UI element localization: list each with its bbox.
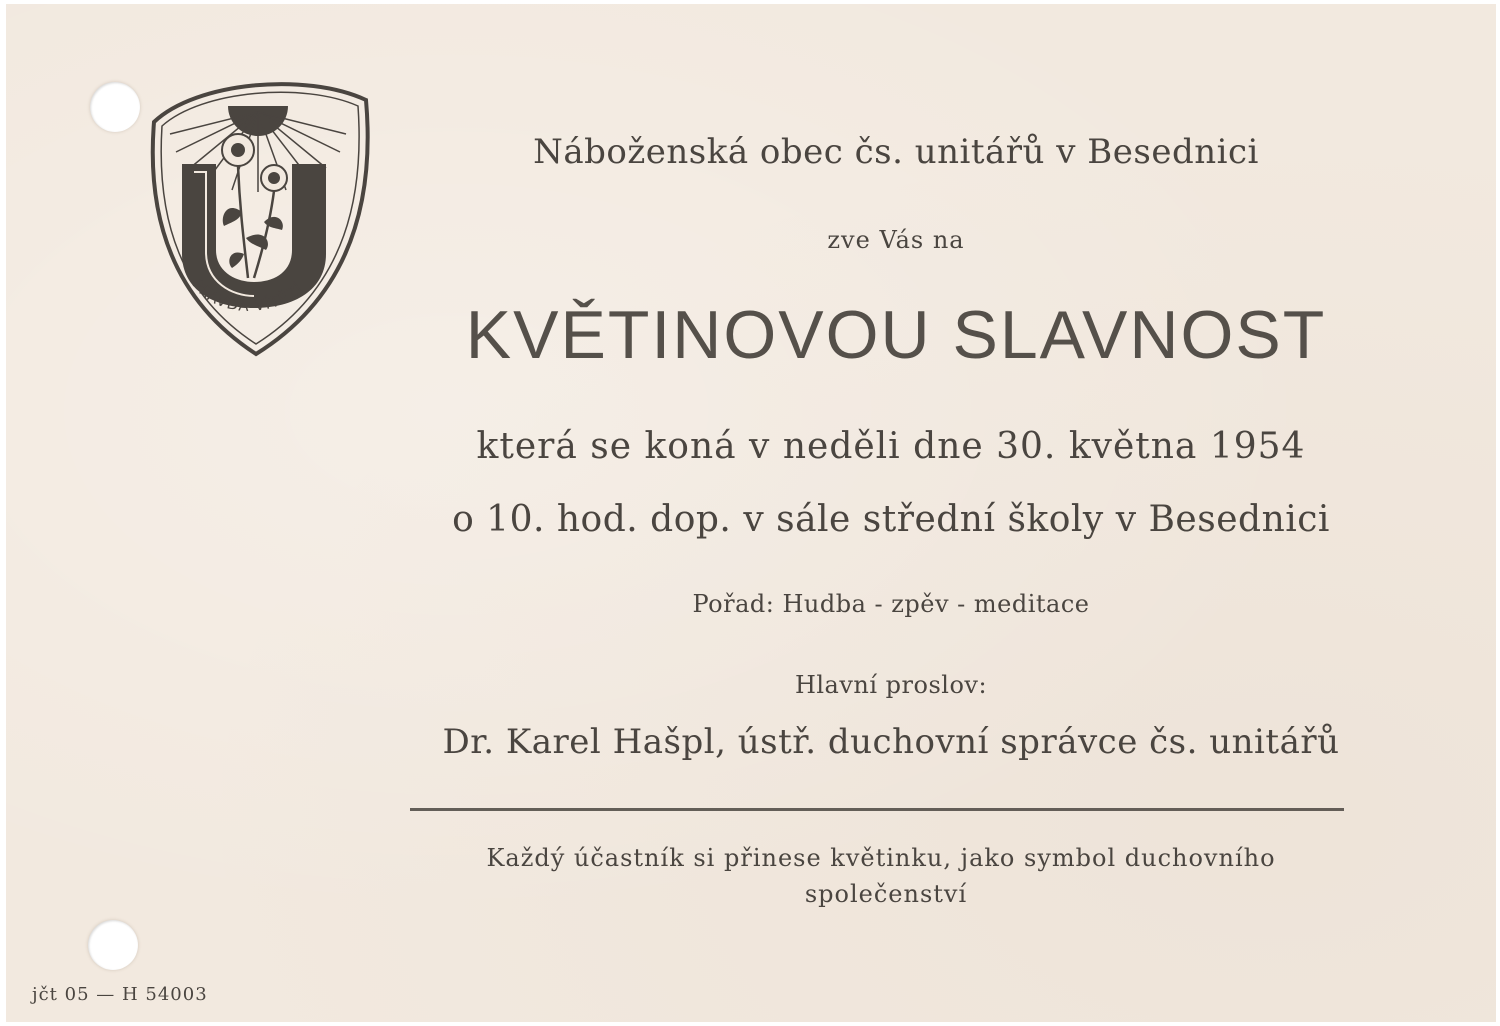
program-line: Pořad: Hudba - zpěv - meditace <box>692 590 1090 618</box>
speaker-line: Dr. Karel Hašpl, ústř. duchovní správce čs. unitářů <box>442 722 1340 762</box>
punch-hole-top <box>90 82 140 132</box>
date-line: která se koná v neděli dne 30. května 1954 <box>476 426 1306 467</box>
speech-label: Hlavní proslov: <box>794 671 988 699</box>
note-line-1: Každý účastník si přinese květinku, jako symbol duchovního <box>486 844 1276 872</box>
event-title: KVĚTINOVOU SLAVNOST <box>465 297 1327 373</box>
place-line: o 10. hod. dop. v sále střední školy v Besednici <box>452 499 1330 540</box>
emblem-logo <box>136 72 386 362</box>
punch-hole-bottom <box>88 920 138 970</box>
print-code: jčt 05 — H 54003 <box>32 984 208 1005</box>
emblem-motto: PRAVDA VÍTĚZÍ <box>188 275 307 316</box>
invitation-card <box>6 4 1496 1022</box>
invite-line: zve Vás na <box>827 226 965 254</box>
divider-line <box>410 808 1344 811</box>
note-line-2: společenství <box>804 880 968 908</box>
organization-name: Náboženská obec čs. unitářů v Besednici <box>533 132 1259 172</box>
